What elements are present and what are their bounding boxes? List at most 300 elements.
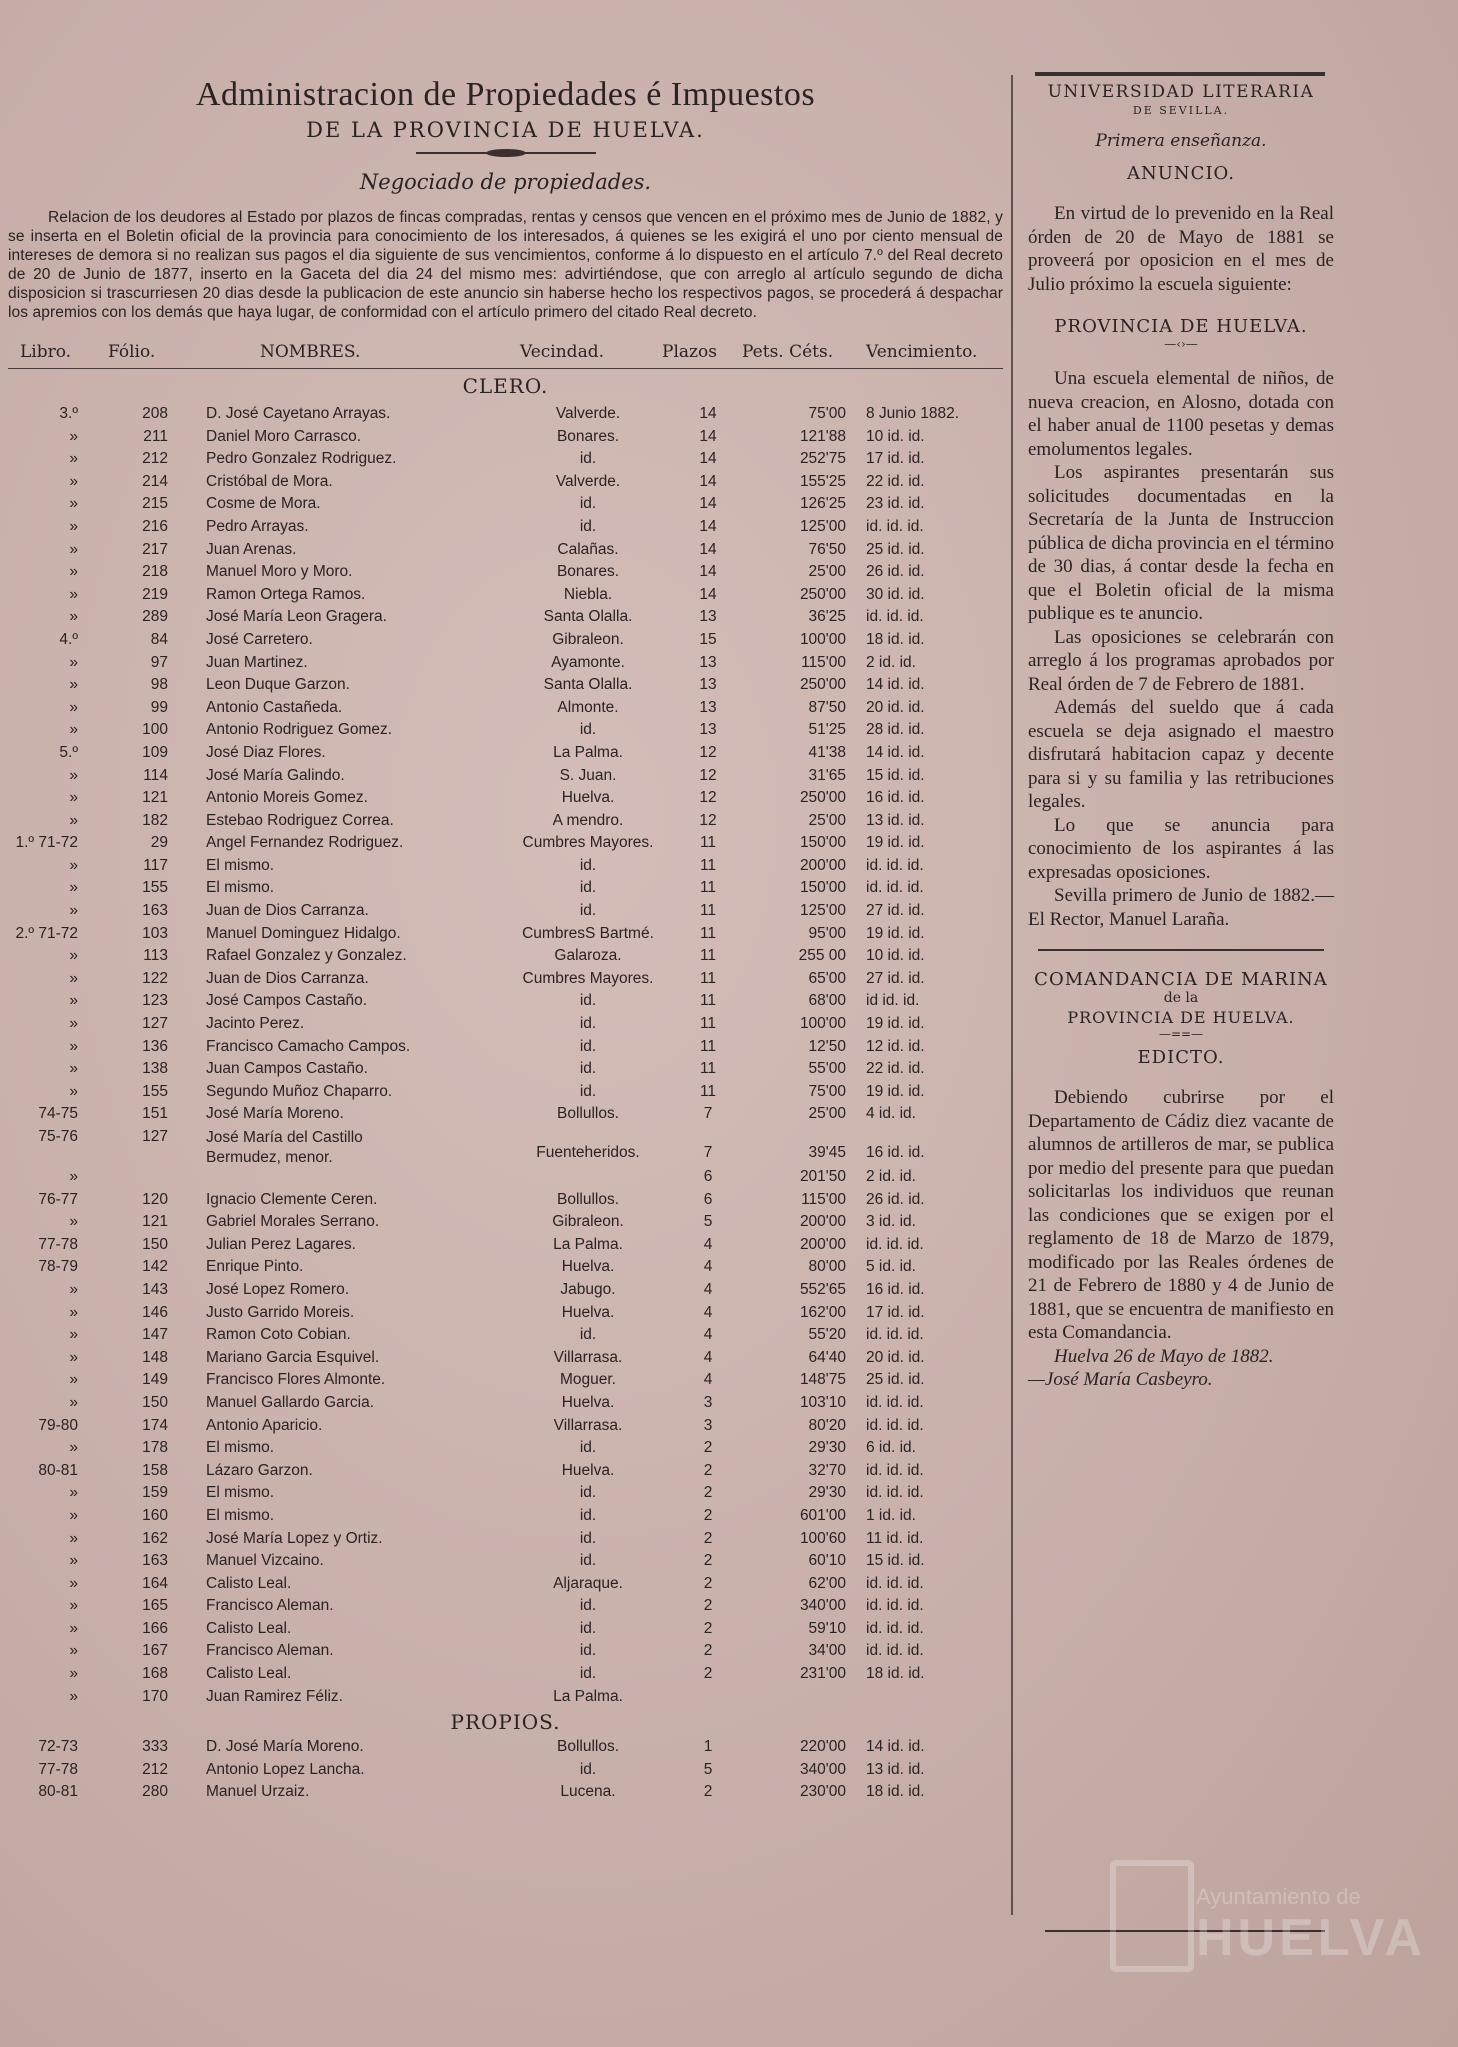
table-row [8,1415,1003,1438]
table-row [8,403,1003,426]
cell-nombre: Leon Duque Garzon. [206,676,350,694]
cell-libro: 75-76 [38,1128,78,1145]
table-row [8,923,1003,946]
section-heading: Negociado de propiedades. [359,170,652,194]
table-row [8,1081,1003,1104]
cell-vecindad: La Palma. [553,1687,623,1705]
cell-vencimiento: 16 id. id. [866,789,925,807]
comandancia-heading: COMANDANCIA DE MARINA [1034,969,1328,990]
cell-nombre: Justo Garrido Moreis. [206,1303,355,1321]
table-row [8,877,1003,900]
cell-nombre: José María Lopez y Ortiz. [206,1529,383,1547]
cell-folio: 174 [142,1416,168,1434]
cell-pesetas: 41'38 [808,743,846,761]
cell-libro: » [69,608,78,626]
cell-vecindad: Valverde. [555,472,621,490]
cell-vecindad: id. [579,495,597,513]
cell-nombre: Francisco Flores Almonte. [206,1371,386,1389]
cell-vecindad: CumbresS Bartmé. [522,924,654,942]
cell-vencimiento: 16 id. id. [866,1144,925,1161]
cell-folio: 162 [142,1529,168,1547]
cell-pesetas: 64'40 [808,1348,846,1366]
cell-folio: 159 [142,1484,168,1502]
province-heading: PROVINCIA DE HUELVA. [1054,316,1308,337]
cell-vecindad: Gibraleon. [552,630,624,648]
cell-vecindad: Galaroza. [554,947,622,965]
cell-vecindad: Aljaraque. [553,1574,623,1592]
left-column [8,70,1003,1804]
cell-vecindad: id. [579,1082,597,1100]
cell-folio: 170 [142,1687,168,1705]
cell-vecindad: id. [579,450,597,468]
cell-vecindad: La Palma. [553,1235,623,1253]
cell-vecindad: id. [579,902,597,920]
cell-vencimiento: 25 id. id. [866,540,925,558]
cell-plazos: 15 [699,630,717,648]
cell-folio: 208 [142,405,168,422]
cell-libro: » [69,1015,78,1033]
cell-nombre: Angel Fernandez Rodriguez. [206,834,404,852]
cell-plazos: 11 [699,1082,717,1100]
cell-libro: » [69,1168,78,1185]
cell-vecindad: Bollullos. [556,1105,620,1123]
cell-pesetas: 75'00 [808,405,846,422]
cell-vencimiento: id. id. id. [866,879,924,897]
cell-pesetas: 60'10 [808,1552,846,1570]
cell-vencimiento: 13 id. id. [866,1760,925,1778]
cell-plazos: 4 [703,1371,713,1389]
group-heading-propios: PROPIOS. [450,1710,561,1735]
cell-folio: 103 [142,924,168,942]
cell-vecindad: Bollullos. [556,1738,620,1756]
cell-nombre: Manuel Dominguez Hidalgo. [206,924,401,942]
table-row [8,1505,1003,1528]
cell-libro: 80-81 [38,1783,78,1801]
cell-folio: 333 [142,1738,168,1756]
cell-vencimiento: 19 id. id. [866,1015,925,1033]
cell-vecindad: Fuenteheridos. [536,1144,640,1161]
cell-nombre: Cosme de Mora. [206,495,321,513]
cell-vecindad: id. [579,1037,597,1055]
cell-folio: 168 [142,1665,168,1683]
edicto-signature: —José María Casbeyro. [1028,1369,1213,1390]
cell-vecindad: S. Juan. [559,766,617,784]
cell-plazos: 13 [699,653,717,671]
cell-pesetas: 220'00 [799,1738,846,1756]
cell-plazos: 2 [703,1484,713,1502]
cell-vecindad: id. [579,1619,597,1637]
cell-vencimiento: 27 id. id. [866,969,925,987]
cell-libro: » [69,1687,78,1705]
cell-vecindad: id. [579,1060,597,1078]
cell-pesetas: 100'60 [799,1529,846,1547]
table-row [8,1166,1003,1189]
cell-nombre: Julian Perez Lagares. [206,1235,356,1253]
cell-nombre: Antonio Rodriguez Gomez. [206,721,393,739]
cell-pesetas: 115'00 [801,1190,846,1208]
cell-folio: 142 [142,1258,168,1276]
cell-pesetas: 29'30 [808,1439,846,1457]
cell-folio: 146 [142,1303,168,1321]
cell-libro: » [69,472,78,490]
cell-plazos: 13 [699,608,717,626]
cell-folio: 155 [142,1082,168,1100]
cell-nombre: José Lopez Romero. [206,1280,350,1298]
cell-nombre: Juan Martinez. [206,653,308,671]
cell-folio: 121 [142,789,168,807]
cell-folio: 127 [142,1128,168,1145]
table-row [8,1103,1003,1126]
cell-libro: 78-79 [38,1258,78,1276]
table-row [8,539,1003,562]
cell-nombre: Calisto Leal. [206,1574,292,1592]
cell-vencimiento: 17 id. id. [866,1303,925,1321]
cell-folio: 214 [142,472,168,490]
cell-nombre: Pedro Arrayas. [206,517,309,535]
cell-plazos: 11 [699,834,717,852]
anuncio-paragraph-5: Además del sueldo que á cada escuela se deja asignado el maestro disfrutará habitacion capaz y decente para si y su familia y las retribuciones legales. [1028,697,1334,812]
anuncio-paragraph-2: Una escuela elemental de niños, de nueva creacion, en Alosno, dotada con el haber anual de 1100 pesetas y demas emolumentos legales. [1028,368,1334,460]
cell-nombre: Calisto Leal. [206,1619,292,1637]
cell-vecindad: id. [579,1326,597,1344]
cell-nombre: Juan de Dios Carranza. [206,969,369,987]
header-pts: Pets. Céts. [742,342,834,362]
cell-folio: 150 [142,1235,168,1253]
cell-vencimiento: 20 id. id. [866,1348,925,1366]
anuncio-paragraph-6: Lo que se anuncia para conocimiento de los aspirantes á las expresadas oposiciones. [1028,814,1334,883]
cell-libro: 5.º [59,743,78,761]
cell-plazos: 13 [699,721,717,739]
cell-plazos: 3 [703,1393,713,1411]
table-row [8,1211,1003,1234]
cell-libro: » [69,789,78,807]
cell-plazos: 4 [703,1348,713,1366]
cell-nombre: Ramon Ortega Ramos. [206,585,366,603]
cell-plazos: 5 [703,1213,713,1231]
cell-vecindad: Moguer. [559,1371,616,1389]
cell-vencimiento: id. id. id. [866,1619,924,1637]
cell-pesetas: 80'20 [808,1416,846,1434]
table-row [8,832,1003,855]
table-row [8,1256,1003,1279]
cell-nombre: El mismo. [206,879,275,897]
cell-nombre: Antonio Lopez Lancha. [206,1760,365,1778]
cell-vecindad: id. [579,1015,597,1033]
table-row [8,1126,1003,1166]
cell-vencimiento: id. id. id. [866,1416,924,1434]
cell-folio: 216 [142,517,168,535]
cell-folio: 212 [142,450,168,468]
cell-libro: » [69,540,78,558]
cell-vecindad: Huelva. [561,1303,615,1321]
cell-nombre: Manuel Moro y Moro. [206,563,353,581]
cell-vencimiento: 27 id. id. [866,902,925,920]
cell-pesetas: 65'00 [808,969,846,987]
cell-vecindad: Huelva. [561,789,615,807]
cell-vencimiento: 15 id. id. [866,1552,925,1570]
cell-libro: » [69,1303,78,1321]
cell-libro: » [69,427,78,445]
edicto-paragraph: Debiendo cubrirse por el Departamento de Cádiz diez vacante de alumnos de artilleros de mar, se publica por medio del presente para que puedan solicitarlas los individuos que reunan las condiciones que se exigen por el reglamento de 18 de Marzo de 1879, modificado por las Reales órdenes de 21 de Febrero de 1880 y 4 de Junio de 1881, que se encuentra de manifiesto en esta Comandancia. [1028,1087,1334,1343]
cell-pesetas: 150'00 [799,879,846,897]
cell-libro: 1.º 71-72 [15,834,78,852]
cell-nombre: Manuel Vizcaino. [206,1552,324,1570]
cell-libro: » [69,721,78,739]
cell-pesetas: 200'00 [799,856,846,874]
cell-nombre: El mismo. [206,1439,275,1457]
cell-pesetas: 55'00 [808,1060,846,1078]
cell-libro: » [69,1552,78,1570]
cell-plazos: 7 [703,1144,713,1161]
cell-libro: » [69,1619,78,1637]
cell-plazos: 7 [703,1105,713,1123]
cell-plazos: 5 [703,1760,713,1778]
cell-libro: » [69,969,78,987]
cell-plazos: 6 [703,1190,713,1208]
cell-vecindad: id. [579,1760,597,1778]
comandancia-province: PROVINCIA DE HUELVA. [1067,1008,1295,1027]
university-city: DE SEVILLA. [1132,104,1230,117]
cell-plazos: 11 [699,1037,717,1055]
cell-nombre: Jacinto Perez. [206,1015,305,1033]
cell-vecindad: Bonares. [556,427,620,445]
cell-vencimiento: 14 id. id. [866,1738,925,1756]
cell-vecindad: Ayamonte. [551,653,625,671]
cell-libro: » [69,563,78,581]
cell-plazos: 11 [699,1060,717,1078]
cell-plazos: 4 [703,1280,713,1298]
cell-folio: 166 [142,1619,168,1637]
cell-folio: 109 [142,743,168,761]
cell-folio: 117 [143,856,168,874]
table-row [8,1595,1003,1618]
cell-plazos: 11 [699,924,717,942]
cell-pesetas: 25'00 [808,563,846,581]
cell-plazos: 14 [699,450,717,468]
cell-folio: 218 [142,563,168,581]
watermark-logo-icon [1110,1860,1194,1972]
cell-vencimiento: 30 id. id. [866,585,925,603]
cell-pesetas: 115'00 [801,653,846,671]
table-row [8,1392,1003,1415]
cell-libro: » [69,1574,78,1592]
table-row [8,1279,1003,1302]
cell-nombre: El mismo. [206,856,275,874]
cell-plazos: 12 [699,743,717,761]
cell-plazos: 4 [703,1303,713,1321]
cell-nombre: D. José Cayetano Arrayas. [206,405,391,422]
cell-vencimiento: 5 id. id. [866,1258,916,1276]
cell-libro: » [69,1529,78,1547]
cell-vecindad: id. [579,1529,597,1547]
table-row [8,1686,1003,1709]
cell-libro: » [69,585,78,603]
cell-plazos: 2 [703,1642,713,1660]
cell-vencimiento: 20 id. id. [866,698,925,716]
cell-plazos: 4 [703,1235,713,1253]
cell-pesetas: 126'25 [799,495,846,513]
cell-pesetas: 231'00 [799,1665,846,1683]
cell-pesetas: 51'25 [808,721,846,739]
cell-plazos: 2 [703,1529,713,1547]
cell-nombre: José María Leon Gragera. [206,608,387,626]
table-row [8,1482,1003,1505]
cell-libro: 2.º 71-72 [15,924,78,942]
cell-vencimiento: 18 id. id. [866,1783,925,1801]
cell-nombre: José Diaz Flores. [206,743,326,761]
table-row [8,1640,1003,1663]
table-row [8,1324,1003,1347]
table-row [8,1550,1003,1573]
cell-vecindad: Jabugo. [560,1280,616,1298]
cell-vencimiento: 19 id. id. [866,1082,925,1100]
cell-libro: » [69,902,78,920]
cell-nombre: José Campos Castaño. [206,992,368,1010]
cell-vencimiento: id. id. id. [866,1484,924,1502]
cell-vecindad: id. [579,1665,597,1683]
cell-nombre: José María Moreno. [206,1105,344,1123]
cell-vencimiento: 22 id. id. [866,1060,925,1078]
table-row [8,1058,1003,1081]
cell-libro: » [69,1371,78,1389]
table-row [8,990,1003,1013]
cell-vencimiento: id. id. id. [866,608,924,626]
cell-pesetas: 125'00 [799,517,846,535]
cell-libro: 77-78 [38,1235,78,1253]
page-subtitle: DE LA PROVINCIA DE HUELVA. [306,118,705,142]
cell-libro: 74-75 [38,1105,78,1123]
cell-vencimiento: 15 id. id. [866,766,925,784]
cell-libro: 72-73 [38,1738,78,1756]
cell-folio: 123 [142,992,168,1010]
table-row [8,493,1003,516]
table-row [8,968,1003,991]
watermark-big-text: HUELVA [1196,1909,1427,1967]
cell-vencimiento: id. id. id. [866,1642,924,1660]
cell-plazos: 11 [699,856,717,874]
cell-nombre: Enrique Pinto. [206,1258,304,1276]
cell-pesetas: 200'00 [799,1213,846,1231]
cell-vencimiento: 4 id. id. [866,1105,916,1123]
cell-folio: 113 [143,947,168,965]
cell-vecindad: id. [579,517,597,535]
cell-folio: 121 [142,1213,168,1231]
cell-libro: » [69,1326,78,1344]
cell-libro: » [69,676,78,694]
cell-plazos: 2 [703,1506,713,1524]
table-row [8,1036,1003,1059]
cell-plazos: 2 [703,1597,713,1615]
table-row [8,1437,1003,1460]
table-row [8,1013,1003,1036]
anuncio-signature: Sevilla primero de Junio de 1882.—El Rector, Manuel Laraña. [1028,885,1334,930]
cell-folio: 120 [142,1190,168,1208]
clero-table [8,403,1003,1708]
table-row [8,584,1003,607]
cell-vencimiento: 16 id. id. [866,1280,925,1298]
cell-vencimiento: id. id. id. [866,1574,924,1592]
cell-plazos: 11 [699,992,717,1010]
separator-mark: —‹›— [1164,337,1198,351]
cell-pesetas: 34'00 [808,1642,846,1660]
right-column [1028,82,1334,1392]
separator-mark-2: —==— [1158,1027,1204,1041]
cell-libro: » [69,698,78,716]
cell-folio: 127 [142,1015,168,1033]
cell-folio: 211 [143,427,168,445]
cell-nombre: Antonio Aparicio. [206,1416,323,1434]
cell-pesetas: 32'70 [808,1461,846,1479]
table-row [8,810,1003,833]
cell-vencimiento: 12 id. id. [866,1037,925,1055]
cell-vencimiento: 25 id. id. [866,1371,925,1389]
cell-vencimiento: 13 id. id. [866,811,925,829]
cell-vencimiento: 3 id. id. [866,1213,916,1231]
cell-plazos: 14 [699,540,717,558]
cell-plazos: 4 [703,1326,713,1344]
cell-vecindad: A mendro. [552,811,624,829]
cell-nombre: Daniel Moro Carrasco. [206,427,362,445]
section-rule [1038,949,1324,951]
cell-vecindad: id. [579,1439,597,1457]
header-nombres: NOMBRES. [260,342,361,362]
cell-libro: » [69,450,78,468]
cell-folio: 148 [142,1348,168,1366]
cell-libro: » [69,947,78,965]
cell-pesetas: 552'65 [799,1280,846,1298]
cell-nombre: Mariano Garcia Esquivel. [206,1348,380,1366]
propios-table [8,1736,1003,1804]
cell-plazos: 11 [699,969,717,987]
cell-vencimiento: 18 id. id. [866,1665,925,1683]
cell-vecindad: Santa Olalla. [543,676,633,694]
cell-nombre: José María Galindo. [206,766,345,784]
cell-vecindad: Huelva. [561,1461,615,1479]
cell-nombre: Francisco Aleman. [206,1597,334,1615]
cell-libro: » [69,1348,78,1366]
cell-vecindad: Lucena. [560,1783,616,1801]
cell-vecindad: id. [579,856,597,874]
cell-pesetas: 162'00 [799,1303,846,1321]
cell-folio: 280 [142,1783,168,1801]
cell-folio: 150 [142,1393,168,1411]
cell-vencimiento: id. id. id. [866,1326,924,1344]
cell-vecindad: id. [579,1506,597,1524]
cell-libro: » [69,1439,78,1457]
cell-folio: 167 [142,1642,168,1660]
cell-vencimiento: 23 id. id. [866,495,925,513]
cell-nombre: Juan Arenas. [206,540,297,558]
cell-vecindad: Bonares. [556,563,620,581]
cell-vencimiento: id id. id. [866,992,920,1010]
cell-vencimiento: 19 id. id. [866,834,925,852]
cell-nombre: Calisto Leal. [206,1665,292,1683]
header-vencimiento: Vencimiento. [866,342,978,362]
cell-folio: 138 [142,1060,168,1078]
table-row [8,471,1003,494]
cell-plazos: 14 [699,563,717,581]
cell-libro: 3.º [59,405,78,422]
cell-vencimiento: 10 id. id. [866,427,925,445]
anuncio-paragraph-3: Los aspirantes presentarán sus solicitudes documentadas en la Secretaría de la Junta de Instruccion pública de dicha provincia en el término de 30 dias, á contar desde la fecha en que el Boletin oficial de la misma publique es te anuncio. [1028,462,1334,624]
cell-pesetas: 148'75 [799,1371,846,1389]
cell-libro: 4.º [59,630,78,648]
table-row [8,426,1003,449]
cell-folio: 84 [150,630,168,648]
cell-vecindad: id. [579,1484,597,1502]
cell-vecindad: id. [579,1552,597,1570]
cell-pesetas: 29'30 [808,1484,846,1502]
